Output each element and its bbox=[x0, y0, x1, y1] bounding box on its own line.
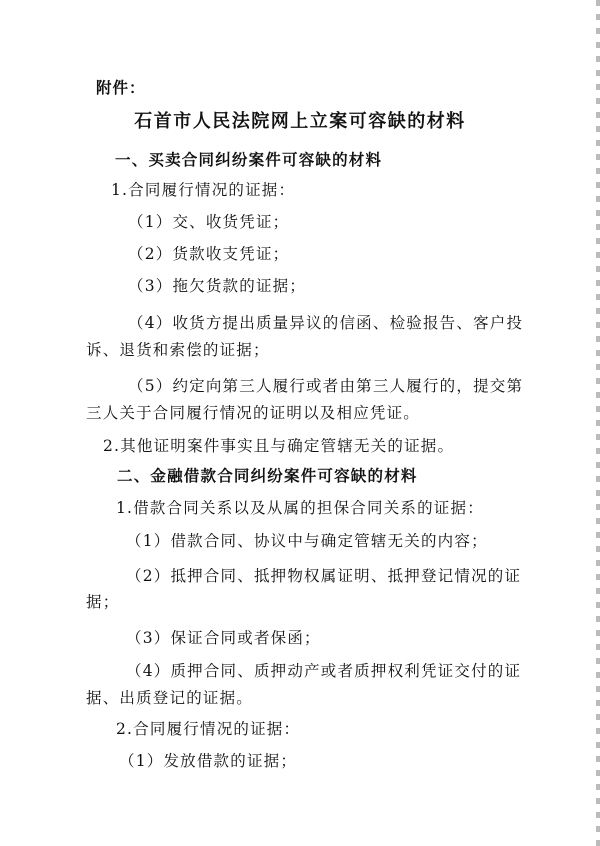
sub-item: （4）收货方提出质量异议的信函、检验报告、客户投 bbox=[128, 314, 524, 332]
sub-item: （2）抵押合同、抵押物权属证明、抵押登记情况的证 bbox=[126, 567, 522, 585]
sub-item-continued: 诉、退货和索偿的证据； bbox=[86, 341, 270, 359]
document-title: 石首市人民法院网上立案可容缺的材料 bbox=[134, 111, 466, 132]
sub-item: （1）发放借款的证据； bbox=[119, 752, 298, 770]
sub-item: （3）拖欠货款的证据； bbox=[128, 277, 307, 295]
section-heading: 二、金融借款合同纠纷案件可容缺的材料 bbox=[117, 467, 418, 485]
item-text: 2.合同履行情况的证据： bbox=[116, 720, 301, 738]
sub-item: （3）保证合同或者保函； bbox=[126, 629, 321, 647]
item-text: 1.借款合同关系以及从属的担保合同关系的证据： bbox=[116, 499, 484, 517]
sub-item: （1）交、收货凭证； bbox=[128, 213, 290, 231]
scan-edge bbox=[596, 0, 600, 846]
item-text: 2.其他证明案件事实且与确定管辖无关的证据。 bbox=[103, 437, 455, 455]
item-text: 1.合同履行情况的证据： bbox=[111, 181, 296, 199]
sub-item: （4）质押合同、质押动产或者质押权利凭证交付的证 bbox=[126, 662, 522, 680]
sub-item-continued: 据、出质登记的证据。 bbox=[86, 689, 254, 707]
section-heading: 一、买卖合同纠纷案件可容缺的材料 bbox=[115, 151, 383, 169]
sub-item: （1）借款合同、协议中与确定管辖无关的内容； bbox=[126, 532, 488, 550]
attachment-label: 附件： bbox=[96, 78, 146, 97]
sub-item-continued: 三人关于合同履行情况的证明以及相应凭证。 bbox=[86, 404, 421, 422]
sub-item: （2）货款收支凭证； bbox=[128, 245, 290, 263]
sub-item-continued: 据； bbox=[86, 593, 120, 611]
sub-item: （5）约定向第三人履行或者由第三人履行的，提交第 bbox=[128, 377, 524, 395]
